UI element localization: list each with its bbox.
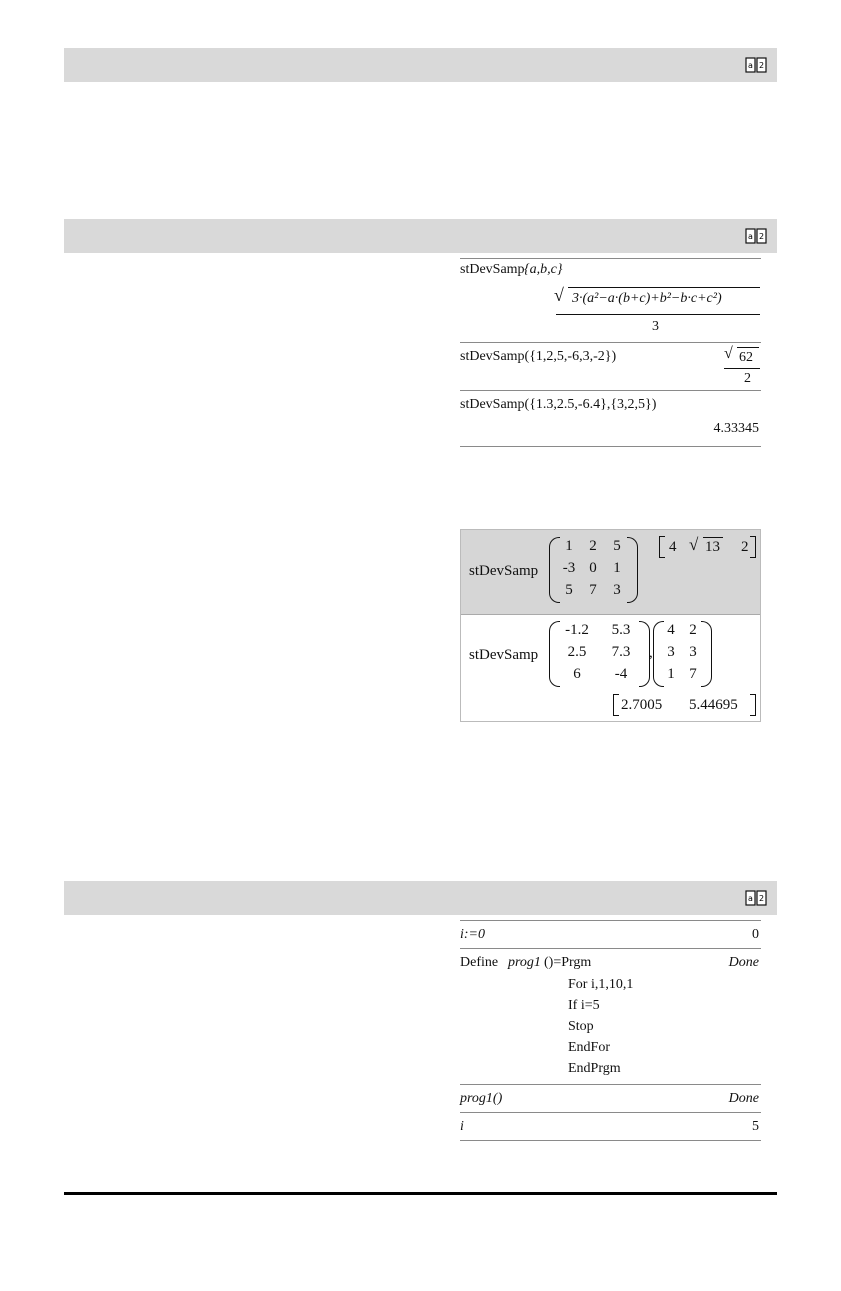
entry-1-command: stDevSamp <box>460 262 525 277</box>
matrix-result-1-c: 2 <box>741 539 749 555</box>
section-header-bar-3 <box>64 881 777 915</box>
matrix-result-1-a: 4 <box>669 539 677 555</box>
section-header-bar-2 <box>64 219 777 253</box>
row-3-left: prog1() <box>460 1091 503 1106</box>
sqrt-sign: √ <box>724 345 733 362</box>
entry-1-argument: {a,b,c} <box>524 262 563 277</box>
matrix-result-2-a: 2.7005 <box>621 697 663 713</box>
entry-2-command: stDevSamp({1,2,5,-6,3,-2}) <box>460 349 617 364</box>
catalog-book-icon <box>745 228 767 244</box>
entry-3-command: stDevSamp({1.3,2.5,-6.4},{3,2,5}) <box>460 397 657 412</box>
sqrt-bar <box>737 347 759 348</box>
matrix-2b: 4 2 3 3 1 7 <box>667 622 697 682</box>
svg-text:2: 2 <box>758 61 765 70</box>
sqrt-sign: √ <box>554 285 564 305</box>
section-header-bar-1 <box>64 48 777 82</box>
program-line: If i=5 <box>568 998 600 1013</box>
svg-text:2: 2 <box>758 894 765 903</box>
matrix-entry-2-command: stDevSamp <box>469 647 539 663</box>
svg-text:2: 2 <box>758 232 765 241</box>
matrix-entry-1-command: stDevSamp <box>469 563 539 579</box>
program-line: For i,1,10,1 <box>568 977 634 992</box>
entry-2-result-denominator: 2 <box>744 371 751 386</box>
program-line: Stop <box>568 1019 594 1034</box>
svg-text:a: a <box>748 232 753 241</box>
row-2-left-a: Define <box>460 955 499 970</box>
entry-2-result-numerator: 62 <box>739 350 753 365</box>
row-2-left-b: prog1 <box>508 955 541 970</box>
matrix-result-1-sqrt: 13 <box>705 539 720 555</box>
example-box-matrix: stDevSamp 1 2 5 -3 0 1 5 7 3 4 √ 13 2 stDevSamp -1.2 5.3 2.5 7.3 6 -4 , 4 2 3 3 1 7 2.7005 5.44695 <box>460 529 761 722</box>
program-line: EndPrgm <box>568 1061 621 1076</box>
program-line: EndFor <box>568 1040 610 1055</box>
svg-text:a: a <box>748 894 753 903</box>
row-1-right: 0 <box>752 927 759 942</box>
entry-1-result-denominator: 3 <box>652 319 659 334</box>
matrix-1: 1 2 5 -3 0 1 5 7 3 <box>562 538 621 598</box>
fraction-bar <box>724 368 760 369</box>
example-box-list <box>460 258 761 448</box>
catalog-book-icon <box>745 57 767 73</box>
row-2-left-c: ()=Prgm <box>544 955 592 970</box>
matrix-2a: -1.2 5.3 2.5 7.3 6 -4 <box>565 622 631 682</box>
example-box-program <box>460 920 761 1146</box>
fraction-bar <box>556 314 760 315</box>
footer-rule <box>64 1192 777 1195</box>
row-1-left: i:=0 <box>460 927 485 942</box>
entry-1-result-numerator: 3·(a²−a·(b+c)+b²−b·c+c²) <box>572 291 722 306</box>
entry-3-result: 4.33345 <box>713 421 759 436</box>
row-2-right: Done <box>728 955 759 970</box>
row-3-right: Done <box>728 1091 759 1106</box>
sqrt-sign: √ <box>689 535 699 554</box>
matrix-result-2-b: 5.44695 <box>689 697 738 713</box>
sqrt-bar <box>568 287 760 288</box>
row-4-left: i <box>460 1119 464 1134</box>
row-4-right: 5 <box>752 1119 759 1134</box>
svg-text:a: a <box>748 61 753 70</box>
catalog-book-icon <box>745 890 767 906</box>
